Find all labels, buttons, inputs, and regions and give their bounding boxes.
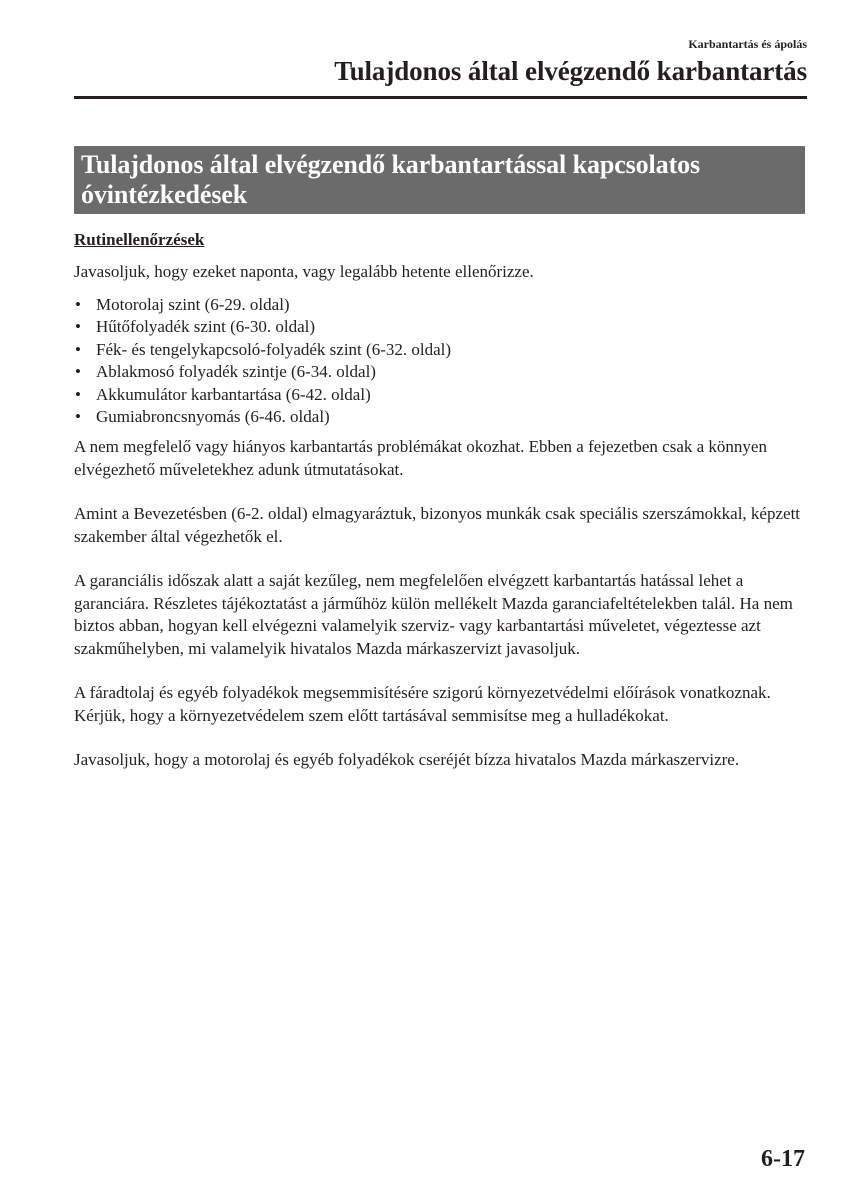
bullet-icon: • (75, 295, 81, 314)
checklist (74, 294, 809, 428)
list-item (74, 361, 809, 383)
list-item (74, 294, 809, 316)
list-item-text: Hűtőfolyadék szint (6-30. oldal) (96, 317, 316, 337)
bullet-icon: • (75, 362, 81, 382)
header-rule (74, 96, 807, 99)
content (74, 229, 809, 772)
list-item-text: Motorolaj szint (6-29. oldal) (96, 295, 290, 314)
page-title: Tulajdonos által elvégzendő karbantartás (334, 56, 807, 86)
list-item (74, 406, 809, 428)
bullet-icon: • (75, 407, 81, 427)
section-title-box: Tulajdonos által elvégzendő karbantartással kapcsolatos óvintézkedések (74, 146, 805, 214)
list-item-text: Akkumulátor karbantartása (6-42. oldal) (96, 384, 371, 404)
paragraph: A fáradtolaj és egyéb folyadékok megsemmisítésére szigorú környezetvédelmi előírások vonatkoznak. Kérjük, hogy a környezetvédelem szem előtt tartásával semmisítse meg a hulladékokat. (74, 683, 771, 725)
list-item (74, 384, 809, 406)
bullet-icon: • (75, 317, 81, 337)
subheading: Rutinellenőrzések (74, 230, 205, 249)
page-number: 6-17 (761, 1146, 805, 1172)
list-item-text: Gumiabroncsnyomás (6-46. oldal) (96, 407, 330, 427)
list-item (74, 339, 809, 361)
paragraph: Javasoljuk, hogy a motorolaj és egyéb folyadékok cseréjét bízza hivatalos Mazda márkaszervizre. (74, 750, 740, 770)
paragraph: A nem megfelelő vagy hiányos karbantartás problémákat okozhat. Ebben a fejezetben csak a könnyen elvégezhető műveletekhez adunk útmutatásokat. (74, 437, 767, 479)
list-item (74, 316, 809, 338)
paragraph: Amint a Bevezetésben (6-2. oldal) elmagyaráztuk, bizonyos munkák csak speciális szerszámokkal, képzett szakember által végezhetők el. (74, 504, 801, 546)
bullet-icon: • (75, 384, 81, 404)
paragraph: A garanciális időszak alatt a saját kezűleg, nem megfelelően elvégzett karbantartás hatással lehet a garanciára. Részletes tájékoztatást a járműhöz külön mellékelt Mazda garanciafeltételekben talál. Ha nem biztos abban, hogyan kell elvégezni valamelyik szerviz- vagy karbantartási műveletet, végeztesse azt szakműhelyben, mi valamelyik hivatalos Mazda márkaszervizt javasoljuk. (74, 571, 793, 658)
list-item-text: Ablakmosó folyadék szintje (6-34. oldal) (96, 362, 376, 382)
intro-paragraph: Javasoljuk, hogy ezeket naponta, vagy legalább hetente ellenőrizze. (74, 261, 534, 281)
running-header-section: Karbantartás és ápolás (688, 37, 807, 51)
list-item-text: Fék- és tengelykapcsoló-folyadék szint (6-32. oldal) (96, 339, 452, 359)
bullet-icon: • (75, 339, 81, 359)
